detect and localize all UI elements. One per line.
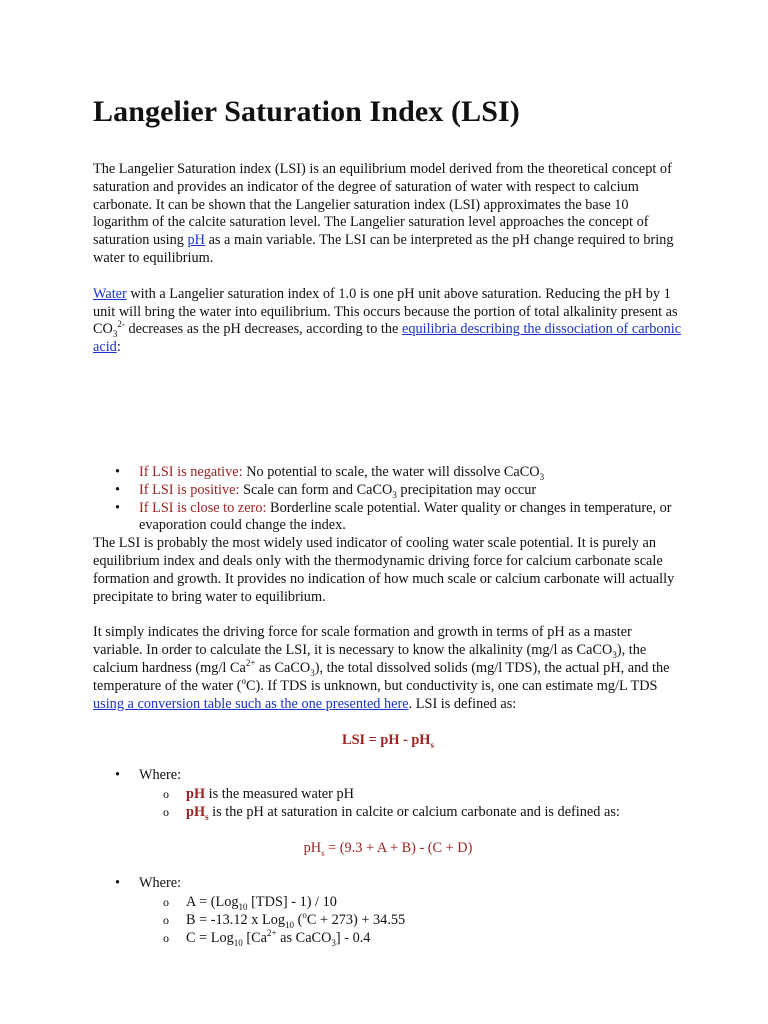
list-item: • Where: xyxy=(115,875,182,892)
list-item: o pH is the measured water pH xyxy=(163,786,354,803)
water-paragraph: Water with a Langelier saturation index of 1.0 is one pH unit above saturation. Reducing the pH by 1 unit will bring the water into equilibrium. This occurs because the portion of total alkalinity present as $CO_3^{2-}$ decreases as the pH decreases, according to the equilibria describing the dissociation of carbonic acid: xyxy=(93,285,682,356)
coefficient-definitions xyxy=(93,893,683,947)
ph-link[interactable]: pH xyxy=(187,232,205,249)
lsi-interpretation-list xyxy=(93,464,683,535)
phs-formula: $pH_s = (9.3 + A + B) - (C + D)$ xyxy=(303,840,473,858)
list-item: • Where: xyxy=(115,767,182,784)
conversion-table-link[interactable]: using a conversion table such as the one presented here xyxy=(93,695,409,712)
calculation-paragraph: It simply indicates the driving force for scale formation and growth in terms of pH as a master variable. In order to calculate the LSI, it is necessary to know the alkalinity (mg/l as CaCO$_3$), the calcium hardness (mg/l $Ca^{2+}$ as CaCO$_3$), the total dissolved solids (mg/l TDS), the actual pH, and the temperature of the water ($^o$C). If TDS is unknown, but conductivity is, one can estimate mg/L TDS using a conversion table such as the one presented here. LSI is defined as: xyxy=(93,624,670,712)
list-item: • If LSI is close to zero: Borderline scale potential. Water quality or changes in temperature, or evaporation could change the index. xyxy=(115,499,672,534)
list-item: o B = -13.12 x Log$_{10}$ ($^o$C + 273) + 34.55 xyxy=(163,910,406,930)
where-list-1 xyxy=(93,767,683,785)
list-item: o A = (Log$_{10}$ [TDS] - 1) / 10 xyxy=(163,893,337,912)
document-page xyxy=(93,86,683,947)
list-item: o $pH_s$ is the pH at saturation in calcite or calcium carbonate and is defined as: xyxy=(163,804,620,822)
ph-definitions xyxy=(93,785,683,821)
water-link[interactable]: Water xyxy=(93,285,127,302)
lsi-formula: LSI = pH - $pH_s$ xyxy=(342,732,434,751)
page-title: Langelier Saturation Index (LSI) xyxy=(93,95,520,128)
equilibria-link[interactable]: equilibria describing the dissociation of carbonic acid xyxy=(93,321,682,356)
list-item: • If LSI is positive: Scale can form and CaCO$_3$ precipitation may occur xyxy=(115,481,537,500)
list-item: o C = Log$_{10}$ [$Ca^{2+}$ as CaCO$_3$] - 0.4 xyxy=(163,928,371,948)
where-list-2 xyxy=(93,875,683,893)
list-item: • If LSI is negative: No potential to scale, the water will dissolve CaCO$_3$ xyxy=(115,463,545,482)
intro-paragraph: The Langelier Saturation index (LSI) is an equilibrium model derived from the theoretical concept of saturation and provides an indicator of the degree of saturation of water with respect to calcium carbonate. It can be shown that the Langelier saturation index (LSI) approximates the base 10 logarithm of the calcite saturation level. The Langelier saturation level approaches the concept of saturation using pH as a main variable. The LSI can be interpreted as the pH change required to bring water to equilibrium. xyxy=(93,161,674,266)
image-gap xyxy=(93,357,683,464)
lsi-usage-paragraph: The LSI is probably the most widely used indicator of cooling water scale potential. It is purely an equilibrium index and deals only with the thermodynamic driving force for calcium carbonate scale formation and growth. It provides no indication of how much scale or calcium carbonate will actually precipitate to bring water to equilibrium. xyxy=(93,535,675,605)
